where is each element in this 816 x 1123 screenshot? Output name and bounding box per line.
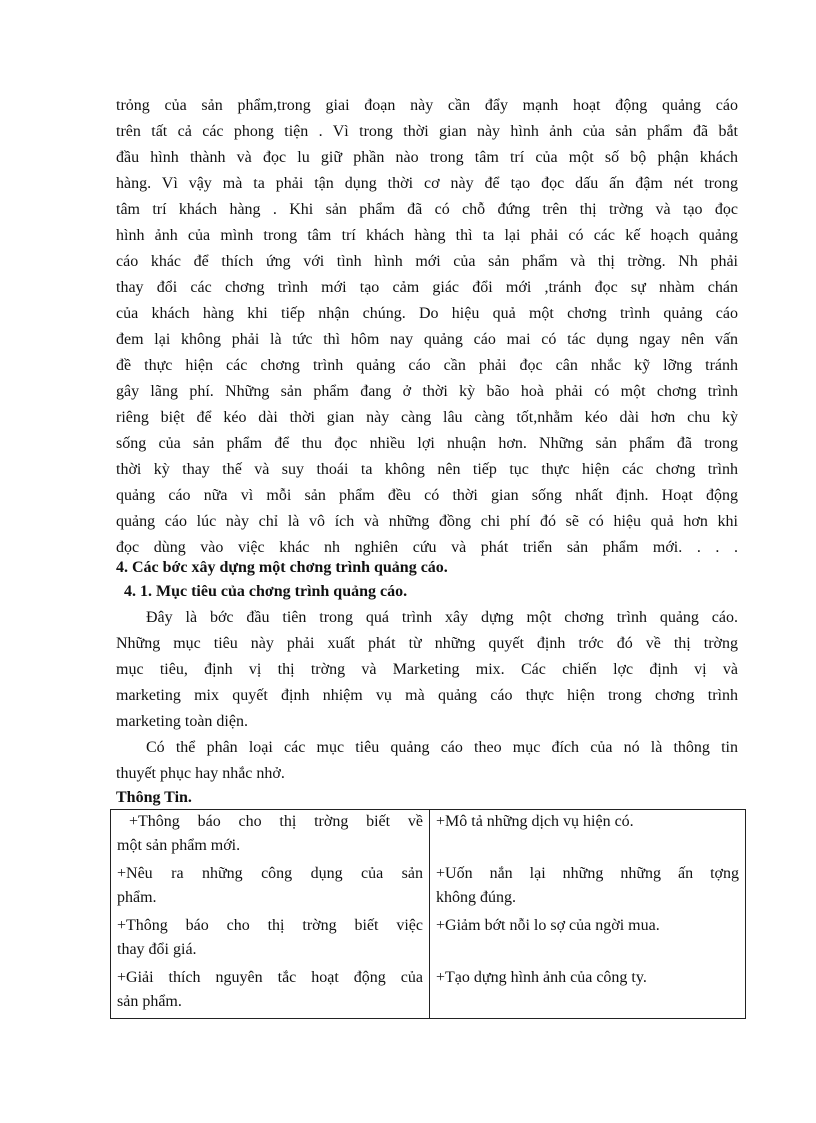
table-cell-left bbox=[111, 914, 430, 966]
cell-line: phẩm. bbox=[117, 889, 157, 906]
table-cell-right bbox=[430, 914, 746, 966]
cell-line: +Thông báo cho thị trờng biết việc bbox=[117, 917, 423, 934]
thong-tin-heading: Thông Tin. bbox=[116, 789, 192, 806]
table-cell-right bbox=[430, 810, 746, 863]
table-cell-right bbox=[430, 966, 746, 1019]
text-line: thời kỳ thay thế và suy thoái ta không nên tiếp tục thực hiện các chơng trình bbox=[116, 461, 738, 478]
text-line: sống của sản phẩm để thu đọc nhiều lợi nhuận hơn. Những sản phẩm đã trong bbox=[116, 435, 738, 452]
table-cell-left bbox=[111, 810, 430, 863]
text-line: trên tất cả các phong tiện . Vì trong thời gian này hình ảnh của sản phẩm đã bắt bbox=[116, 123, 738, 140]
text-line: marketing toàn diện. bbox=[116, 713, 248, 730]
table-row bbox=[111, 914, 746, 966]
table-cell-left bbox=[111, 862, 430, 914]
text-line: tâm trí khách hàng . Khi sản phẩm đã có chỗ đứng trên thị trờng và tạo đọc bbox=[116, 201, 738, 218]
text-line: đề thực hiện các chơng trình quảng cáo cần phải đọc cân nhắc kỹ lỡng tránh bbox=[116, 357, 738, 374]
text-line: đem lại không phải là tức thì hôm nay quảng cáo mai có tác dụng ngay nên vấn bbox=[116, 331, 738, 348]
information-objectives-table bbox=[110, 809, 746, 1019]
text-line: Có thể phân loại các mục tiêu quảng cáo theo mục đích của nó là thông tin bbox=[146, 739, 738, 756]
table-cell-right bbox=[430, 862, 746, 914]
cell-line: +Thông báo cho thị trờng biết về bbox=[129, 813, 423, 830]
cell-line: +Mô tả những dịch vụ hiện có. bbox=[436, 813, 634, 830]
table-cell-left bbox=[111, 966, 430, 1019]
text-line: mục tiêu, định vị thị trờng và Marketing mix. Các chiến lợc định vị và bbox=[116, 661, 738, 678]
cell-line: không đúng. bbox=[436, 889, 516, 906]
cell-line: +Giảm bớt nỗi lo sợ của ngời mua. bbox=[436, 917, 660, 934]
text-line: cáo khác để thích ứng với tình hình mới của sản phẩm và thị trờng. Nh phải bbox=[116, 253, 738, 270]
cell-line: +Nêu ra những công dụng của sản bbox=[117, 865, 423, 882]
text-line: quảng cáo nữa vì mỗi sản phẩm đều có thời gian sống nhất định. Hoạt động bbox=[116, 487, 738, 504]
section-heading: 4. Các bớc xây dựng một chơng trình quảng cáo. bbox=[116, 559, 448, 576]
table-row bbox=[111, 810, 746, 863]
text-line: Những mục tiêu này phải xuất phát từ những quyết định trớc đó về thị trờng bbox=[116, 635, 738, 652]
table-row bbox=[111, 966, 746, 1019]
text-line: gây lãng phí. Những sản phẩm đang ở thời kỳ bão hoà phải có một chơng trình bbox=[116, 383, 738, 400]
text-line: đầu hình thành và đọc lu giữ phần nào trong tâm trí của một số bộ phận khách bbox=[116, 149, 738, 166]
cell-line: thay đổi giá. bbox=[117, 941, 197, 958]
text-line: hàng. Vì vậy mà ta phải tận dụng thời cơ này để tạo đọc dấu ấn đậm nét trong bbox=[116, 175, 738, 192]
cell-line: +Giải thích nguyên tắc hoạt động của bbox=[117, 969, 423, 986]
text-line: hình ảnh của mình trong tâm trí khách hàng thì ta lại phải có các kế hoạch quảng bbox=[116, 227, 738, 244]
text-line: đọc dùng vào việc khác nh nghiên cứu và phát triển sản phẩm mới. . . . bbox=[116, 539, 738, 556]
text-line: trỏng của sản phẩm,trong giai đoạn này cần đẩy mạnh hoạt động quảng cáo bbox=[116, 97, 738, 114]
text-line: quảng cáo lúc này chỉ là vô ích và những đồng chi phí đó sẽ có hiệu quả hơn khi bbox=[116, 513, 738, 530]
text-line: Đây là bớc đầu tiên trong quá trình xây dựng một chơng trình quảng cáo. bbox=[146, 609, 738, 626]
subsection-heading: 4. 1. Mục tiêu của chơng trình quảng cáo. bbox=[124, 583, 408, 600]
cell-line: sản phẩm. bbox=[117, 993, 182, 1010]
text-line: thuyết phục hay nhắc nhở. bbox=[116, 765, 285, 782]
cell-line: +Uốn nắn lại những những ấn tợng bbox=[436, 865, 739, 882]
text-line: của khách hàng khi tiếp nhận chúng. Do hiệu quả một chơng trình quảng cáo bbox=[116, 305, 738, 322]
text-line: thay đổi các chơng trình mới tạo cảm giác đổi mới ,tránh đọc sự nhàm chán bbox=[116, 279, 738, 296]
table-row bbox=[111, 862, 746, 914]
text-line: marketing mix quyết định nhiệm vụ mà quảng cáo thực hiện trong chơng trình bbox=[116, 687, 738, 704]
text-line: riêng biệt để kéo dài thời gian này càng lâu càng tốt,nhằm kéo dài hơn chu kỳ bbox=[116, 409, 738, 426]
cell-line: một sản phẩm mới. bbox=[117, 837, 241, 854]
cell-line: +Tạo dựng hình ảnh của công ty. bbox=[436, 969, 647, 986]
